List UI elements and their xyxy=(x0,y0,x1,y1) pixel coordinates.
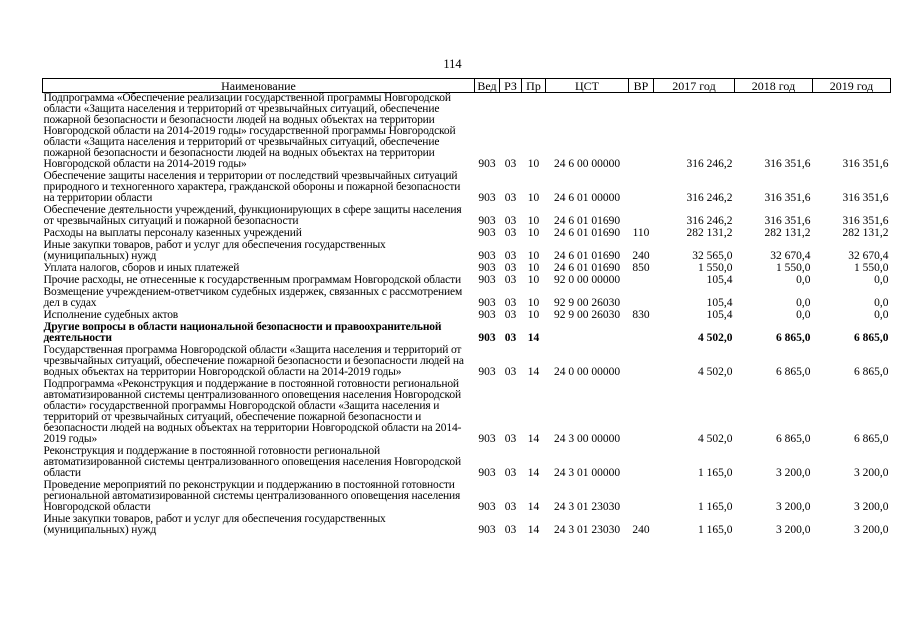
cell-rz: 03 xyxy=(504,262,517,274)
table-row xyxy=(43,446,891,480)
table-row xyxy=(43,345,891,379)
cell-rz: 03 xyxy=(504,297,517,309)
cell-name: Подпрограмма «Обеспечение реализации государственной программы Новгородской области «Защита населения и территорий от чрезвычайных ситуаций, обеспечение пожарной безопасности и безопасности людей на водных объектах на территории Новгородской области на 2014-2019 годы» государственной программы Новгородской области «Защита населения и территорий от чрезвычайных ситуаций, обеспечение пожарной безопасности и безопасности людей на водных объектах на территории Новгородской области на 2014-2019 годы» xyxy=(43,92,456,170)
cell-2017: 4 502,0 xyxy=(698,366,733,378)
cell-rz: 03 xyxy=(504,192,517,204)
cell-cst: 92 9 00 26030 xyxy=(553,297,621,309)
cell-pr: 14 xyxy=(527,433,540,445)
cell-2018: 0,0 xyxy=(796,274,811,286)
header-ved: Вед xyxy=(475,79,500,93)
cell-2017: 1 550,0 xyxy=(698,262,733,274)
cell-name: Другие вопросы в области национальной безопасности и правоохранительной деятельности xyxy=(43,321,442,344)
cell-2017: 282 131,2 xyxy=(686,227,733,239)
cell-rz: 03 xyxy=(504,467,517,479)
cell-ved: 903 xyxy=(478,274,496,286)
cell-ved: 903 xyxy=(478,524,496,536)
cell-ved: 903 xyxy=(478,227,496,239)
header-vr: ВР xyxy=(629,79,654,93)
cell-vr xyxy=(629,322,654,345)
cell-2018: 6 865,0 xyxy=(776,433,811,445)
cell-cst: 24 6 01 01690 xyxy=(553,215,621,227)
cell-name: Иные закупки товаров, работ и услуг для обеспечения государственных (муниципальных) нужд xyxy=(43,513,386,536)
cell-2018: 316 351,6 xyxy=(764,215,811,227)
cell-2018: 3 200,0 xyxy=(776,467,811,479)
cell-2018: 3 200,0 xyxy=(776,501,811,513)
cell-2018: 32 670,4 xyxy=(770,250,811,262)
cell-vr: 850 xyxy=(632,262,650,274)
cell-cst xyxy=(546,322,629,345)
cell-2018: 282 131,2 xyxy=(764,227,811,239)
header-pr: Пр xyxy=(522,79,546,93)
table-row xyxy=(43,93,891,172)
cell-cst: 92 0 00 00000 xyxy=(553,274,621,286)
table-row xyxy=(43,514,891,537)
cell-vr xyxy=(629,205,654,228)
cell-rz: 03 xyxy=(504,309,517,321)
cell-pr: 10 xyxy=(527,309,540,321)
cell-2019: 3 200,0 xyxy=(854,524,889,536)
cell-2018: 316 351,6 xyxy=(764,192,811,204)
cell-rz: 03 xyxy=(504,332,517,344)
cell-pr: 14 xyxy=(527,467,540,479)
cell-2019: 0,0 xyxy=(874,309,889,321)
cell-2019: 0,0 xyxy=(874,297,889,309)
cell-pr: 14 xyxy=(527,366,540,378)
cell-2019: 3 200,0 xyxy=(854,501,889,513)
cell-pr: 10 xyxy=(527,192,540,204)
cell-ved: 903 xyxy=(478,250,496,262)
cell-ved: 903 xyxy=(478,297,496,309)
cell-cst: 24 6 01 01690 xyxy=(553,262,621,274)
cell-vr xyxy=(629,275,654,287)
cell-2019: 0,0 xyxy=(874,274,889,286)
cell-pr: 10 xyxy=(527,250,540,262)
cell-cst: 24 3 00 00000 xyxy=(553,433,621,445)
cell-2019: 316 351,6 xyxy=(842,192,889,204)
cell-pr: 14 xyxy=(527,332,540,344)
cell-rz: 03 xyxy=(504,158,517,170)
cell-pr: 10 xyxy=(527,227,540,239)
cell-cst: 24 3 01 00000 xyxy=(553,467,621,479)
cell-cst: 24 3 01 23030 xyxy=(553,524,621,536)
cell-vr xyxy=(629,93,654,172)
cell-ved: 903 xyxy=(478,332,496,344)
cell-2017: 316 246,2 xyxy=(686,215,733,227)
cell-rz: 03 xyxy=(504,366,517,378)
cell-rz: 03 xyxy=(504,227,517,239)
cell-pr: 14 xyxy=(527,501,540,513)
header-year-2019: 2019 год xyxy=(813,79,891,93)
cell-2017: 32 565,0 xyxy=(692,250,733,262)
cell-ved: 903 xyxy=(478,262,496,274)
cell-rz: 03 xyxy=(504,501,517,513)
cell-ved: 903 xyxy=(478,215,496,227)
cell-name: Государственная программа Новгородской области «Защита населения и территорий от чрезвычайных ситуаций, обеспечение пожарной безопасности и безопасности людей на водных объектах на территории Новгородской области на 2014-2019 годы» xyxy=(43,344,464,378)
cell-2019: 3 200,0 xyxy=(854,467,889,479)
cell-2017: 4 502,0 xyxy=(698,332,733,344)
cell-rz: 03 xyxy=(504,250,517,262)
cell-vr xyxy=(629,379,654,446)
cell-rz: 03 xyxy=(504,215,517,227)
cell-pr: 14 xyxy=(527,524,540,536)
cell-vr: 110 xyxy=(632,227,650,239)
cell-name: Проведение мероприятий по реконструкции и поддержанию в постоянной готовности региональной автоматизированной системы централизованного оповещения населения Новгородской области xyxy=(43,479,461,513)
header-name: Наименование xyxy=(43,79,475,93)
cell-name: Исполнение судебных актов xyxy=(43,309,179,321)
cell-cst: 24 6 00 00000 xyxy=(553,158,621,170)
cell-cst: 24 0 00 00000 xyxy=(553,366,621,378)
cell-name: Прочие расходы, не отнесенные к государственным программам Новгородской области xyxy=(43,274,461,286)
cell-2019: 1 550,0 xyxy=(854,262,889,274)
cell-2017: 316 246,2 xyxy=(686,192,733,204)
cell-ved: 903 xyxy=(478,309,496,321)
cell-pr: 10 xyxy=(527,297,540,309)
cell-2019: 32 670,4 xyxy=(848,250,889,262)
cell-cst: 92 9 00 26030 xyxy=(553,309,621,321)
cell-2017: 105,4 xyxy=(706,274,733,286)
cell-ved: 903 xyxy=(478,501,496,513)
table-row xyxy=(43,240,891,263)
cell-2018: 6 865,0 xyxy=(776,366,811,378)
cell-name: Реконструкция и поддержание в постоянной готовности региональной автоматизированной системы централизованного оповещения населения Новгородской области xyxy=(43,445,462,479)
cell-ved: 903 xyxy=(478,192,496,204)
cell-vr: 830 xyxy=(632,309,650,321)
table-row xyxy=(43,287,891,310)
cell-2019: 316 351,6 xyxy=(842,215,889,227)
table-row xyxy=(43,171,891,205)
cell-2017: 105,4 xyxy=(706,297,733,309)
cell-2019: 282 131,2 xyxy=(842,227,889,239)
cell-name: Уплата налогов, сборов и иных платежей xyxy=(43,262,240,274)
cell-2019: 316 351,6 xyxy=(842,158,889,170)
cell-pr: 10 xyxy=(527,158,540,170)
cell-pr: 10 xyxy=(527,215,540,227)
cell-name: Иные закупки товаров, работ и услуг для обеспечения государственных (муниципальных) нужд xyxy=(43,239,386,262)
cell-2017: 1 165,0 xyxy=(698,467,733,479)
cell-2017: 4 502,0 xyxy=(698,433,733,445)
cell-vr: 240 xyxy=(632,250,650,262)
cell-pr: 10 xyxy=(527,262,540,274)
cell-2018: 0,0 xyxy=(796,309,811,321)
cell-2017: 1 165,0 xyxy=(698,524,733,536)
cell-ved: 903 xyxy=(478,433,496,445)
cell-cst: 24 3 01 23030 xyxy=(553,501,621,513)
cell-rz: 03 xyxy=(504,274,517,286)
cell-2017: 316 246,2 xyxy=(686,158,733,170)
cell-2019: 6 865,0 xyxy=(854,433,889,445)
table-row xyxy=(43,480,891,514)
header-cst: ЦСТ xyxy=(546,79,629,93)
cell-2017: 1 165,0 xyxy=(698,501,733,513)
cell-vr xyxy=(629,287,654,310)
cell-name: Подпрограмма «Реконструкция и поддержание в постоянной готовности региональной автоматизированной системы централизованного оповещения населения Новгородской области» государственной программы Новгородской области «Защита населения и территорий от чрезвычайных ситуаций, обеспечение пожарной безопасности и безопасности людей на водных объектах на территории Новгородской области на 2014-2019 годы» xyxy=(43,378,462,445)
table-body xyxy=(43,93,891,538)
cell-rz: 03 xyxy=(504,524,517,536)
cell-vr: 240 xyxy=(632,524,650,536)
cell-2018: 316 351,6 xyxy=(764,158,811,170)
header-year-2018: 2018 год xyxy=(735,79,813,93)
table-row xyxy=(43,379,891,446)
header-rz: РЗ xyxy=(500,79,522,93)
cell-2018: 3 200,0 xyxy=(776,524,811,536)
cell-name: Возмещение учреждением-ответчиком судебных издержек, связанных с рассмотрением дел в судах xyxy=(43,286,463,309)
budget-table xyxy=(42,78,891,537)
cell-cst: 24 6 01 01690 xyxy=(553,227,621,239)
cell-name: Расходы на выплаты персоналу казенных учреждений xyxy=(43,227,302,239)
cell-vr xyxy=(629,446,654,480)
table-row xyxy=(43,205,891,228)
cell-cst: 24 6 01 01690 xyxy=(553,250,621,262)
cell-vr xyxy=(629,345,654,379)
cell-vr xyxy=(629,480,654,514)
cell-rz: 03 xyxy=(504,433,517,445)
cell-2019: 6 865,0 xyxy=(854,332,889,344)
cell-cst: 24 6 01 00000 xyxy=(553,192,621,204)
cell-ved: 903 xyxy=(478,467,496,479)
table-header xyxy=(43,79,891,93)
cell-2018: 0,0 xyxy=(796,297,811,309)
cell-name: Обеспечение деятельности учреждений, функционирующих в сфере защиты населения от чрезвычайных ситуаций и пожарной безопасности xyxy=(43,204,462,227)
cell-2019: 6 865,0 xyxy=(854,366,889,378)
cell-pr: 10 xyxy=(527,274,540,286)
cell-2018: 1 550,0 xyxy=(776,262,811,274)
cell-ved: 903 xyxy=(478,366,496,378)
cell-2018: 6 865,0 xyxy=(776,332,811,344)
cell-name: Обеспечение защиты населения и территории от последствий чрезвычайных ситуаций природного и техногенного характера, гражданской обороны и пожарной безопасности на территории области xyxy=(43,170,461,204)
page-number: 114 xyxy=(443,57,462,71)
cell-2017: 105,4 xyxy=(706,309,733,321)
cell-ved: 903 xyxy=(478,158,496,170)
header-year-2017: 2017 год xyxy=(654,79,735,93)
cell-vr xyxy=(629,171,654,205)
table-row xyxy=(43,322,891,345)
